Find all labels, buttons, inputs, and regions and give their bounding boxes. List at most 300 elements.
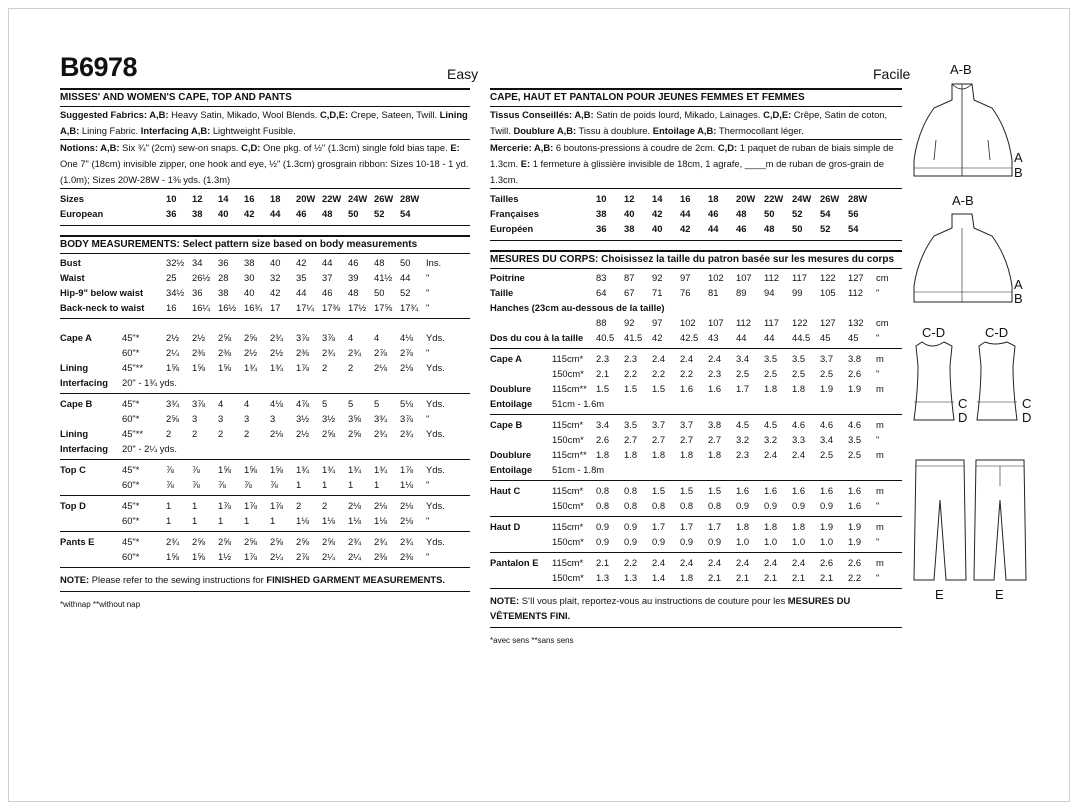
en-yardage-section-cell: 2¼ — [348, 551, 362, 562]
en-body-table-cell: Hip-9" below waist — [60, 287, 144, 298]
fr-fabrics-text: Crêpe, Satin de coton, Twill. — [490, 109, 888, 136]
fr-yardage-section-cell: 1.8 — [680, 572, 694, 583]
en-yardage-section-cell: ⅞ — [166, 464, 174, 475]
fr-yardage-section-cell: 2.6 — [596, 434, 610, 445]
fr-yardage-section-cell: 0.9 — [624, 521, 638, 532]
en-yardage-section-cell: 2¾ — [348, 347, 362, 358]
fr-yardage-section-cell: 2.2 — [680, 368, 694, 379]
fr-yardage-section-cell: 2.3 — [736, 449, 750, 460]
en-body-table-cell: " — [426, 272, 430, 283]
fr-yardage-section-cell: 0.8 — [708, 500, 722, 511]
fr-yardage-section-cell: 1.8 — [764, 383, 778, 394]
fr-yardage-section-cell: 0.8 — [596, 485, 610, 496]
en-body-table-cell: 44 — [296, 287, 307, 298]
en-sizes-table — [60, 189, 470, 226]
fr-body-table-cell: 112 — [848, 287, 863, 298]
en-body-table-cell: 32 — [270, 272, 281, 283]
en-notions-bold: Notions: A,B: — [60, 142, 120, 153]
fr-body-table-cell: 88 — [596, 317, 607, 328]
en-body-table-cell: 17¾ — [400, 302, 419, 313]
fr-yardage-section-cell: m — [876, 449, 884, 460]
fr-yardage-section-cell: 1.9 — [848, 536, 862, 547]
en-body-table-cell: 36 — [218, 257, 229, 268]
en-yardage-section-cell: 45"* — [122, 500, 140, 511]
fr-sizes-table-cell: 10 — [596, 193, 607, 204]
fr-yardage-section-cell: 115cm** — [552, 449, 587, 460]
top-d-front-view-label: D — [958, 410, 968, 425]
en-yardage-section-cell: 2¾ — [166, 536, 180, 547]
en-yardage-section-cell: 1⅝ — [218, 362, 232, 373]
en-yardage-section-cell: 2⅝ — [244, 332, 258, 343]
en-yardage-section-cell: 1 — [218, 515, 224, 526]
en-body-table-cell: 38 — [244, 257, 255, 268]
fr-yardage-section-cell: Entoilage — [490, 398, 533, 409]
en-yardage-section-cell: 1⅝ — [166, 362, 180, 373]
fr-yardage-section-cell: 2.1 — [708, 572, 722, 583]
fr-yardage-section-cell: 1.9 — [820, 383, 834, 394]
en-notions-text: One 7" (18cm) invisible zipper, one hook and eye, ½" (1.3cm) grosgrain ribbon: Sizes 10-18 - 1 yd. (1.0m); Sizes 20W-28W - 1⅜ yds. (1.3m) — [60, 158, 469, 185]
fr-yardage-section-cell: 2.1 — [792, 572, 806, 583]
fr-yardage-section — [490, 553, 902, 589]
en-body-table-cell: Ins. — [426, 257, 442, 268]
fr-yardage-section-cell: m — [876, 557, 884, 568]
fr-yardage-section-cell: m — [876, 521, 884, 532]
fr-fabrics-bold: C,D,E: — [763, 109, 792, 120]
en-yardage-section-cell: 5 — [322, 398, 328, 409]
en-yardage-section — [60, 496, 470, 532]
en-yardage-section — [60, 532, 470, 568]
en-fabrics-bold: Suggested Fabrics: A,B: — [60, 109, 169, 120]
en-body-table-cell: Back-neck to waist — [60, 302, 145, 313]
fr-sizes-table-cell: 22W — [764, 193, 784, 204]
fr-yardage-section-cell: 3.5 — [624, 419, 638, 430]
en-yardage-section-cell: ⅞ — [192, 479, 200, 490]
fr-yardage-section-cell: 2.4 — [792, 449, 806, 460]
fr-yardage-section-cell: 2.1 — [764, 572, 778, 583]
en-body-table-cell: 35 — [296, 272, 307, 283]
fr-yardage-section-cell: " — [876, 536, 880, 547]
fr-body-table-cell: 89 — [736, 287, 747, 298]
fr-yardage-section-cell: Pantalon E — [490, 557, 539, 568]
fr-yardage-section-cell: 150cm* — [552, 434, 584, 445]
en-sizes-table-cell: 24W — [348, 193, 368, 204]
en-yardage-section-cell: 2 — [322, 362, 328, 373]
en-yardage-section-cell: ⅞ — [244, 479, 252, 490]
en-yardage-section-cell: 4⅛ — [270, 398, 284, 409]
en-sizes-table-cell: 36 — [166, 208, 177, 219]
en-body-table-cell: 16 — [166, 302, 177, 313]
fr-yardage-section-cell: 2.4 — [680, 557, 694, 568]
fr-yardage-section-cell: 3.7 — [652, 419, 666, 430]
fr-yardage-section-cell: 2.4 — [736, 557, 750, 568]
fr-yardage-section-cell: 2.2 — [624, 368, 638, 379]
fr-sizes-table-cell: 36 — [596, 223, 607, 234]
en-body-table-cell: 39 — [348, 272, 359, 283]
en-yardage-section-cell: 2¾ — [322, 347, 336, 358]
en-yardage-section — [60, 394, 470, 460]
fr-sizes-table-cell: 46 — [736, 223, 747, 234]
fr-yardage-section-cell: 3.5 — [848, 434, 862, 445]
en-yardage-section-cell: 2⅛ — [400, 515, 414, 526]
fr-sizes-table-cell: 48 — [736, 208, 747, 219]
fr-footnote: *avec sens **sans sens — [490, 636, 574, 645]
fr-sizes-table-cell: 42 — [680, 223, 691, 234]
en-body-table-cell: 17¼ — [296, 302, 315, 313]
fr-yardage-section-cell: 1.6 — [820, 485, 834, 496]
en-yardage-section-cell: 1¾ — [348, 464, 362, 475]
en-yardage-section-cell: 2⅝ — [348, 428, 362, 439]
fr-sizes-table-cell: 18 — [708, 193, 719, 204]
en-yardage-section-cell: 2⅝ — [270, 536, 284, 547]
fr-fabrics — [490, 107, 902, 140]
en-title: MISSES' AND WOMEN'S CAPE, TOP AND PANTS — [60, 88, 470, 107]
fr-body-table-cell: 44 — [736, 332, 747, 343]
fr-sizes-table-cell: 48 — [764, 223, 775, 234]
en-fabrics — [60, 107, 470, 140]
fr-notions-bold: C,D: — [717, 142, 738, 153]
fr-body-table-cell: 112 — [764, 272, 779, 283]
en-yardage-section-cell: 20" - 1¾ yds. — [122, 377, 177, 388]
fr-yardage-section-cell: 1.7 — [708, 521, 722, 532]
en-notions — [60, 140, 470, 189]
en-yardage-section-cell: 1 — [322, 479, 328, 490]
en-yardage-section-cell: Yds. — [426, 428, 445, 439]
fr-yardage-section — [490, 517, 902, 553]
en-yardage-section-cell: 1⅝ — [218, 464, 232, 475]
fr-yardage-section-cell: " — [876, 572, 880, 583]
en-sizes-table-cell: 54 — [400, 208, 411, 219]
en-yardage-section-cell: 2½ — [296, 428, 310, 439]
en-yardage-section-cell: Interfacing — [60, 377, 108, 388]
fr-yardage-section-cell: 1.4 — [652, 572, 666, 583]
fr-body-table-cell: cm — [876, 272, 889, 283]
fr-body-table-cell: 44 — [764, 332, 775, 343]
en-body-table-cell: 34 — [192, 257, 203, 268]
en-body-table-cell: Bust — [60, 257, 81, 268]
fr-yardage-section-cell: 1.5 — [680, 485, 694, 496]
cape-front-drawing — [912, 80, 1022, 185]
en-yardage-section-cell: Cape A — [60, 332, 92, 343]
en-yardage-section-cell: 5 — [374, 398, 380, 409]
fr-yardage-section-cell: 4.6 — [848, 419, 862, 430]
fr-body-table-cell: 127 — [848, 272, 864, 283]
en-yardage-section-cell: 2⅝ — [218, 332, 232, 343]
en-body-table-cell: 48 — [374, 257, 385, 268]
fr-body-table-cell: 122 — [820, 272, 836, 283]
en-sizes-table-cell: 10 — [166, 193, 177, 204]
fr-body-table-cell: 97 — [680, 272, 691, 283]
en-yardage-section — [60, 328, 470, 394]
en-yardage-section-cell: 2⅞ — [400, 347, 414, 358]
fr-sizes-table-cell: 54 — [848, 223, 859, 234]
en-yardage-section-cell: " — [426, 479, 430, 490]
en-yardage-section-cell: 3⅞ — [322, 332, 336, 343]
fr-sizes-table-cell: 24W — [792, 193, 812, 204]
fr-yardage-section-cell: 3.2 — [764, 434, 778, 445]
top-back-label: C-D — [985, 325, 1009, 340]
en-sizes-table-cell: 16 — [244, 193, 255, 204]
en-sizes-table-cell: 38 — [192, 208, 203, 219]
en-yardage-section-cell: 2⅝ — [218, 536, 232, 547]
fr-body-table-cell: 42 — [652, 332, 663, 343]
fr-yardage-section-cell: 3.4 — [736, 353, 750, 364]
fr-yardage-section-cell: 0.9 — [680, 536, 694, 547]
en-notions-bold: C,D: — [241, 142, 261, 153]
en-body-table-cell: Waist — [60, 272, 85, 283]
en-yardage-section-cell: Yds. — [426, 362, 445, 373]
fr-fabrics-bold: Doublure A,B: — [513, 125, 577, 136]
en-note-label: NOTE: — [60, 574, 90, 585]
en-yardage-section-cell: 1 — [296, 479, 302, 490]
cape-a-back-view-label: A — [1014, 277, 1023, 292]
en-yardage-section-cell: 2 — [296, 500, 302, 511]
fr-sizes-table-cell: 16 — [680, 193, 691, 204]
fr-sizes-table-cell: 52 — [792, 208, 803, 219]
fr-yardage-section-cell: 1.5 — [624, 383, 638, 394]
en-footnote: *withnap **without nap — [60, 600, 141, 609]
en-yardage-section-cell: " — [426, 551, 430, 562]
fr-yardage-section-cell: m — [876, 419, 884, 430]
en-yardage-section-cell: 60"* — [122, 515, 140, 526]
en-body-table-cell: 30 — [244, 272, 255, 283]
fr-body-table-cell: " — [876, 287, 880, 298]
fr-fabrics-text: Satin de poids lourd, Mikado, Lainages. — [593, 109, 764, 120]
fr-yardage-section-cell: 1.3 — [596, 572, 610, 583]
en-body-table-cell: 48 — [348, 287, 359, 298]
fr-yardage-section-cell: Cape A — [490, 353, 522, 364]
pants-front-drawing — [912, 456, 968, 584]
fr-body-table-cell: 67 — [624, 287, 635, 298]
cape-a-front-label: A-B — [950, 62, 972, 77]
fr-body-table-cell: 92 — [652, 272, 663, 283]
en-yardage-section-cell: 3⅞ — [296, 332, 310, 343]
en-yardage-section-cell: Yds. — [426, 332, 445, 343]
fr-yardage-section-cell: 51cm - 1.6m — [552, 398, 605, 409]
fr-yardage-section — [490, 481, 902, 517]
en-yardage-section-cell: 2 — [322, 500, 328, 511]
fr-body-table-cell: 99 — [792, 287, 803, 298]
fr-body-table-cell: 87 — [624, 272, 635, 283]
fr-yardage-section-cell: 1.9 — [848, 521, 862, 532]
fr-yardage-section-cell: 150cm* — [552, 572, 584, 583]
fr-body-table-cell: Dos du cou à la taille — [490, 332, 584, 343]
en-yardage-section-cell: 2¼ — [166, 347, 180, 358]
en-yardage-section-cell: 5⅛ — [400, 398, 414, 409]
en-body-table-cell: 46 — [322, 287, 333, 298]
en-yardage-section-cell: 4 — [218, 398, 224, 409]
en-yardage-section-cell: Pants E — [60, 536, 95, 547]
fr-body-table-cell: Hanches (23cm au-dessous de la taille) — [490, 302, 665, 313]
fr-yardage-section-cell: 1.7 — [680, 521, 694, 532]
fr-yardage-section-cell: 1.6 — [736, 485, 750, 496]
fr-sizes-table — [490, 189, 902, 241]
fr-title: CAPE, HAUT ET PANTALON POUR JEUNES FEMMES ET FEMMES — [490, 88, 902, 107]
fr-yardage-section-cell: 1.8 — [736, 521, 750, 532]
pants-back-drawing — [972, 456, 1028, 584]
fr-body-table-cell: 45 — [820, 332, 831, 343]
en-body-table-cell: 16¼ — [192, 302, 211, 313]
en-body-table-cell: 42 — [270, 287, 281, 298]
en-body-table-cell: 44 — [322, 257, 333, 268]
en-yardage-section-cell: 1⅛ — [322, 515, 336, 526]
en-body-table-cell: 46 — [348, 257, 359, 268]
cape-b-back-label: A-B — [952, 193, 974, 208]
fr-body-table-cell: 71 — [652, 287, 663, 298]
cape-back-drawing — [912, 210, 1022, 310]
fr-yardage-section-cell: 0.8 — [652, 500, 666, 511]
en-yardage-section-cell: 1 — [166, 515, 172, 526]
en-yardage-section-cell: 2⅜ — [192, 347, 206, 358]
fr-body-table-cell: 83 — [596, 272, 607, 283]
en-yardage-section-cell: ⅞ — [192, 464, 200, 475]
en-yardage-section-cell: 45"** — [122, 428, 144, 439]
en-yardage-section-cell: 1⅝ — [192, 362, 206, 373]
en-yardage-section-cell: 2⅛ — [270, 428, 284, 439]
fr-yardage-section-cell: 1.0 — [792, 536, 806, 547]
fr-yardage-section-cell: 115cm* — [552, 521, 584, 532]
fr-yardage-section-cell: 2.5 — [764, 368, 778, 379]
fr-body-table-cell: 40.5 — [596, 332, 615, 343]
fr-yardage-section-cell: 2.1 — [736, 572, 750, 583]
en-yardage-section-cell: 45"* — [122, 398, 140, 409]
fr-yardage-section-cell: 1.8 — [596, 449, 610, 460]
en-body-table-cell: 17⅜ — [322, 302, 341, 313]
fr-yardage-section-cell: 3.4 — [596, 419, 610, 430]
en-yardage-section-cell: 45"** — [122, 362, 144, 373]
fr-fabrics-text: Thermocollant léger. — [716, 125, 804, 136]
fr-note-text: S'Il vous plait, reportez-vous au instructions de couture pour les — [519, 595, 788, 606]
fr-yardage-section-cell: 1.8 — [764, 521, 778, 532]
en-yardage-section-cell: 2¾ — [374, 428, 388, 439]
fr-body-table-cell: 92 — [624, 317, 635, 328]
fr-notions — [490, 140, 902, 189]
en-yardage-section-cell: Cape B — [60, 398, 93, 409]
fr-yardage-section-cell: 2.4 — [792, 557, 806, 568]
en-yardage-section-cell: 2½ — [270, 347, 284, 358]
fr-note-label: NOTE: — [490, 595, 520, 606]
top-c-front-view-label: C — [958, 396, 968, 411]
en-yardage-section-cell: 3 — [270, 413, 276, 424]
fr-yardage-section — [490, 415, 902, 481]
en-fabrics-bold: Interfacing A,B: — [140, 125, 211, 136]
fr-body-table-cell: 122 — [792, 317, 808, 328]
fr-yardage-section-cell: 0.9 — [764, 500, 778, 511]
fr-body-table-cell: 44.5 — [792, 332, 811, 343]
en-yardage-section-cell: 1 — [270, 515, 276, 526]
en-yardage-section-cell: ⅞ — [166, 479, 174, 490]
en-yardage-section-cell: 3⅞ — [400, 413, 414, 424]
fr-yardage-section-cell: 2.1 — [820, 572, 834, 583]
en-body-table-cell: " — [426, 287, 430, 298]
fr-yardage-section-cell: 115cm* — [552, 485, 584, 496]
en-yardage-section-cell: 2⅛ — [374, 500, 388, 511]
fr-yardage-section-cell: 0.8 — [596, 500, 610, 511]
en-yardage-section-cell: Top D — [60, 500, 86, 511]
en-yardage-section-cell: ⅞ — [218, 479, 226, 490]
fr-yardage-section-cell: 3.8 — [848, 353, 862, 364]
fr-yardage-section-cell: Cape B — [490, 419, 523, 430]
en-yardage-section-cell: 1⅝ — [244, 464, 258, 475]
fr-body-table-cell: 105 — [820, 287, 836, 298]
en-yardage-section-cell: 2⅞ — [374, 347, 388, 358]
fr-yardage-section-cell: 0.9 — [820, 500, 834, 511]
en-yardage-section-cell: Interfacing — [60, 443, 108, 454]
french-column — [490, 88, 902, 645]
en-body-table-cell: 32½ — [166, 257, 185, 268]
en-body-table-cell: 25 — [166, 272, 177, 283]
fr-body-table-cell: 94 — [764, 287, 775, 298]
fr-body-table-cell: 97 — [652, 317, 663, 328]
fr-yardage-section-cell: 3.5 — [764, 353, 778, 364]
en-fabrics-text: Lightweight Fusible. — [210, 125, 296, 136]
en-fabrics-bold: Lining A,B: — [60, 109, 468, 136]
en-yardage-section-cell: 60"* — [122, 479, 140, 490]
en-sizes-table-cell: 46 — [296, 208, 307, 219]
en-yardage-section-cell: 3 — [244, 413, 250, 424]
fr-yardage-section-cell: " — [876, 368, 880, 379]
en-yardage-section-cell: 2⅝ — [244, 536, 258, 547]
fr-yardage-section-cell: 1.8 — [792, 521, 806, 532]
en-yardage-section-cell: 2⅛ — [400, 362, 414, 373]
fr-yardage-section-cell: 1.6 — [708, 383, 722, 394]
fr-yardage-section-cell: 3.7 — [820, 353, 834, 364]
fr-yardage-section-cell: 0.8 — [624, 500, 638, 511]
en-yardage-section-cell: 1¾ — [270, 362, 284, 373]
en-spacer — [60, 226, 470, 235]
en-yardage-section-cell: 1⅞ — [400, 464, 414, 475]
en-yardage-section-cell: 2¾ — [348, 536, 362, 547]
en-yardage-section-cell: 1⅛ — [374, 515, 388, 526]
fr-note — [490, 589, 902, 628]
en-yardage-section-cell: 1¾ — [322, 464, 336, 475]
en-yardage-section-cell: " — [426, 413, 430, 424]
fr-yardage-section-cell: 1.8 — [708, 449, 722, 460]
difficulty-english: Easy — [447, 66, 479, 82]
en-yardage-section-cell: 2⅜ — [374, 551, 388, 562]
en-yardage-section-cell: Yds. — [426, 500, 445, 511]
fr-yardage-section-cell: 1.5 — [708, 485, 722, 496]
en-yardage-section-cell: Yds. — [426, 536, 445, 547]
fr-yardage-section-cell: 1.6 — [764, 485, 778, 496]
en-yardage-section-cell: 3½ — [296, 413, 310, 424]
en-yardage-section-cell: 2½ — [166, 332, 180, 343]
fr-sizes-table-cell: Européen — [490, 223, 534, 234]
en-yardage-section-cell: 1 — [244, 515, 250, 526]
fr-yardage-section-cell: 0.8 — [624, 485, 638, 496]
fr-body-table-cell: 102 — [680, 317, 696, 328]
fr-yardage-section-cell: 0.8 — [680, 500, 694, 511]
fr-body-table-cell: 43 — [708, 332, 719, 343]
en-yardage-section-cell: 1⅞ — [270, 500, 284, 511]
en-yardage-section-cell: 3¾ — [166, 398, 180, 409]
fr-note-emphasis: MESURES DU VÊTEMENTS FINI. — [490, 595, 851, 621]
fr-yardage-section-cell: m — [876, 485, 884, 496]
en-yardage-section-cell: Lining — [60, 428, 89, 439]
en-yardage-section-cell: 1⅛ — [348, 515, 362, 526]
fr-sizes-table-cell: 40 — [652, 223, 663, 234]
en-yardage-section-cell: 60"* — [122, 347, 140, 358]
en-yardage-section — [60, 460, 470, 496]
fr-yardage-section-cell: Doublure — [490, 383, 532, 394]
fr-yardage-section-cell: 1.0 — [764, 536, 778, 547]
en-fabrics-text: Heavy Satin, Mikado, Wool Blends. — [168, 109, 320, 120]
en-body-table-cell: 37 — [322, 272, 333, 283]
fr-yardage-section-cell: 0.9 — [624, 536, 638, 547]
fr-sizes-table-cell: Tailles — [490, 193, 519, 204]
fr-yardage-section-cell: 1.6 — [680, 383, 694, 394]
en-yardage-section-cell: 2 — [192, 428, 198, 439]
fr-fabrics-text: Tissu à doublure. — [576, 125, 653, 136]
